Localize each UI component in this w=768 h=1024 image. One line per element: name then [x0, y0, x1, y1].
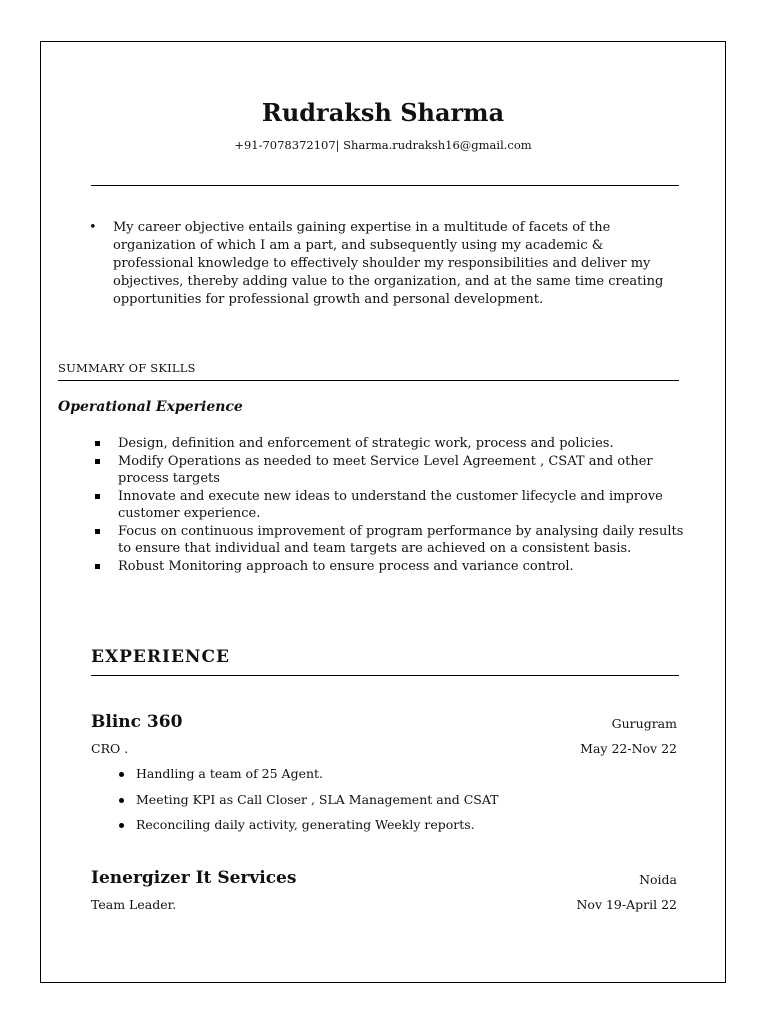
list-item — [118, 453, 698, 488]
square-bullet-icon — [95, 459, 100, 464]
skill-text: Modify Operations as needed to meet Service Level Agreement , CSAT and other process targets — [118, 453, 653, 486]
round-bullet-icon — [119, 798, 124, 803]
skills-subtitle: Operational Experience — [58, 399, 243, 415]
list-item — [118, 488, 698, 523]
skills-list — [118, 435, 698, 575]
square-bullet-icon — [95, 564, 100, 569]
skills-divider — [58, 380, 679, 381]
job-role: Team Leader. — [91, 897, 177, 912]
job-location: Gurugram — [611, 716, 677, 731]
list-item — [118, 523, 698, 558]
skill-text: Robust Monitoring approach to ensure process and variance control. — [118, 558, 574, 574]
job-location: Noida — [639, 872, 677, 887]
duty-text: Meeting KPI as Call Closer , SLA Management and CSAT — [136, 791, 499, 807]
objective-text: My career objective entails gaining expertise in a multitude of facets of the organization of which I am a part, and subsequently using my academic & professional knowledge to effectively shoulder my responsibilities and deliver my objectives, thereby adding value to the organization, and at the same time creating opportunities for professional growth and personal development. — [113, 220, 664, 307]
job-role: CRO . — [91, 741, 129, 756]
job-company: Blinc 360 — [91, 712, 183, 732]
skill-text: Innovate and execute new ideas to understand the customer lifecycle and improve customer experience. — [118, 488, 663, 521]
resume-page — [40, 41, 726, 983]
skill-text: Design, definition and enforcement of strategic work, process and policies. — [118, 436, 614, 451]
career-objective — [89, 219, 673, 309]
skills-section-title: SUMMARY OF SKILLS — [58, 361, 196, 375]
job-company: Ienergizer It Services — [91, 868, 297, 888]
experience-section-title: EXPERIENCE — [91, 647, 230, 667]
header-divider — [91, 185, 679, 186]
experience-divider — [91, 675, 679, 676]
duty-text: Reconciling daily activity, generating Weekly reports. — [136, 817, 475, 832]
square-bullet-icon — [95, 441, 100, 446]
list-item — [118, 435, 698, 453]
list-item — [136, 766, 656, 792]
list-item — [136, 817, 656, 843]
round-bullet-icon — [119, 772, 124, 777]
square-bullet-icon — [95, 494, 100, 499]
job-duties-list — [136, 766, 656, 843]
duty-text: Handling a team of 25 Agent. — [136, 766, 324, 781]
job-dates: Nov 19-April 22 — [576, 897, 677, 912]
skill-text: Focus on continuous improvement of program performance by analysing daily results to ensure that individual and team targets are achieved on a consistent basis. — [118, 523, 684, 556]
candidate-name: Rudraksh Sharma — [261, 98, 505, 127]
job-dates: May 22-Nov 22 — [580, 741, 677, 756]
list-item — [136, 792, 656, 818]
objective-bullet: • — [89, 220, 97, 235]
contact-info: +91-7078372107| Sharma.rudraksh16@gmail.com — [234, 138, 532, 152]
list-item — [118, 558, 698, 576]
square-bullet-icon — [95, 529, 100, 534]
round-bullet-icon — [119, 823, 124, 828]
